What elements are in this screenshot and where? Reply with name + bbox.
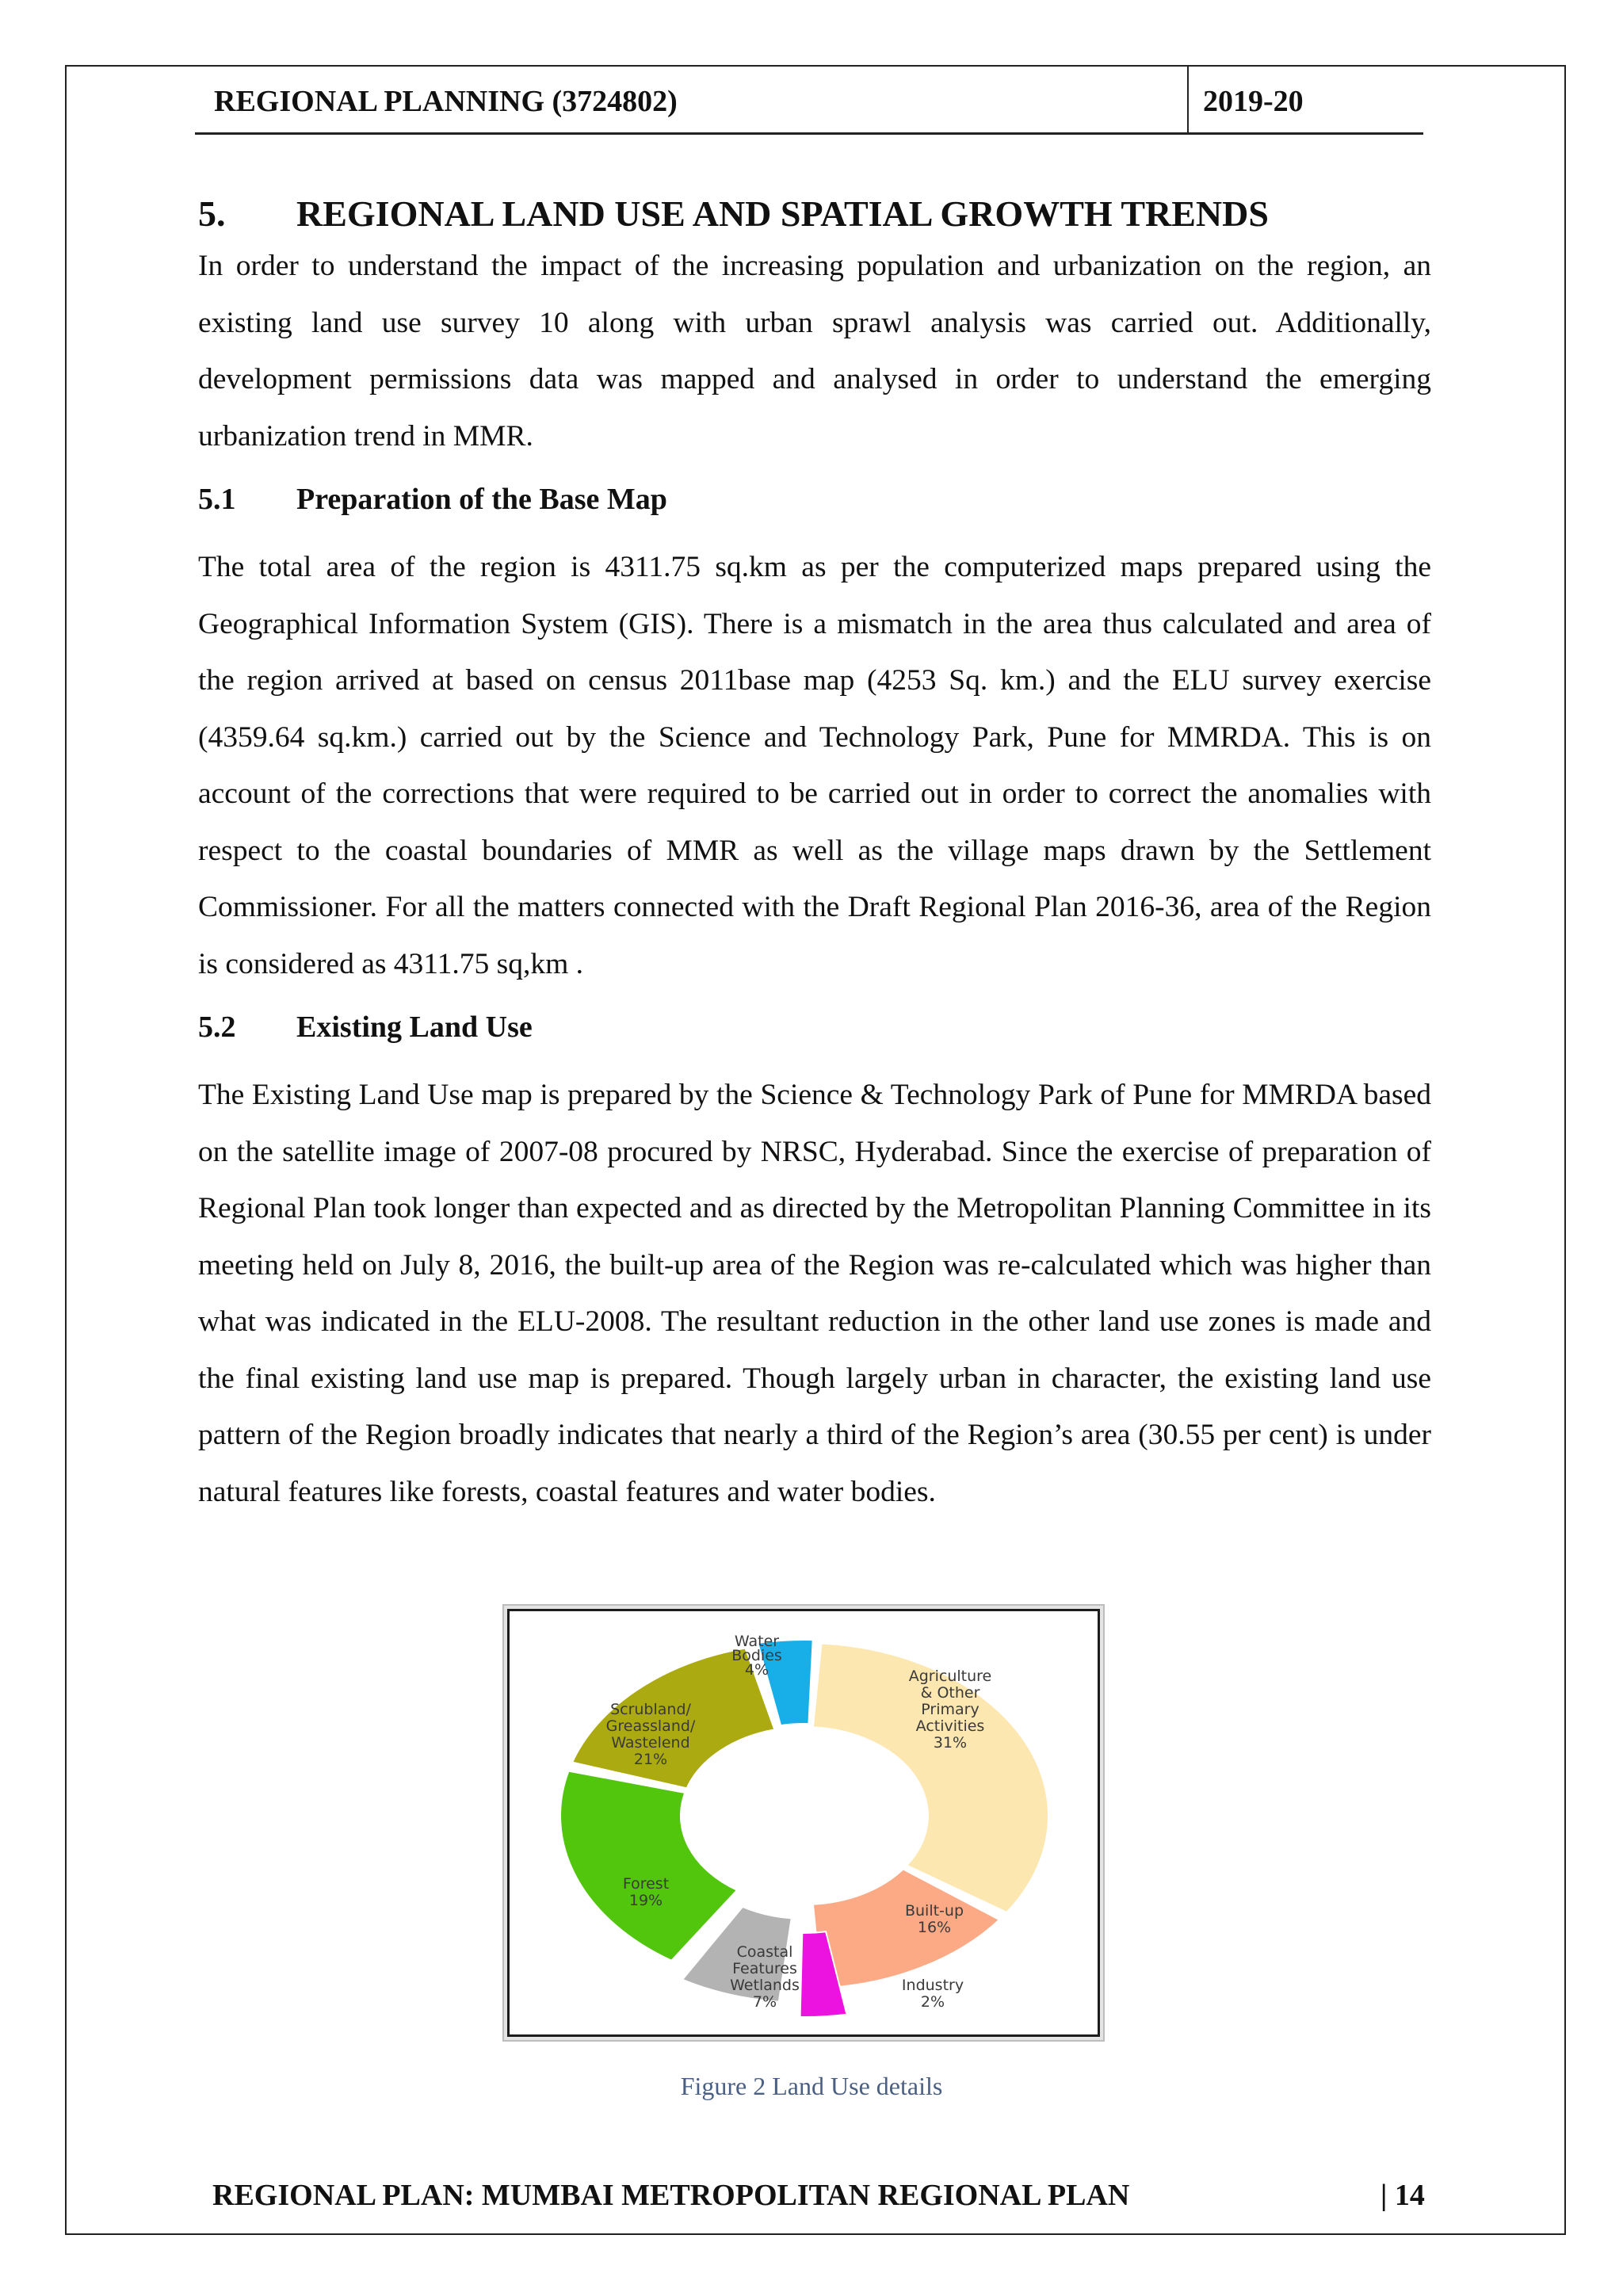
section-number: 5. bbox=[198, 193, 226, 234]
donut-label-5: Scrubland/ Greassland/ Wastelend 21% bbox=[605, 1701, 696, 1768]
donut-label-0: Agriculture & Other Primary Activities 31% bbox=[908, 1668, 992, 1752]
subsection-heading-2 bbox=[198, 1003, 1431, 1051]
header-year: 2019-20 bbox=[1203, 85, 1304, 118]
header-divider bbox=[1187, 65, 1189, 135]
subsection-title-2: Existing Land Use bbox=[296, 1010, 533, 1044]
subsection-title-1: Preparation of the Base Map bbox=[296, 483, 667, 516]
donut-label-3: Coastal Features Wetlands 7% bbox=[730, 1943, 800, 2011]
section-intro: In order to understand the impact of the increasing population and urbanization on the region, an existing land use survey 10 along with urban sprawl analysis was carried out. Additionally, development permissions data was mapped and analysed in order to understand the emerging urbanization trend in MMR. bbox=[198, 250, 1431, 453]
subsection-number-1: 5.1 bbox=[198, 483, 236, 516]
page-number: | 14 bbox=[1381, 2179, 1425, 2212]
section-title: REGIONAL LAND USE AND SPATIAL GROWTH TRENDS bbox=[296, 193, 1269, 234]
donut-label-4: Forest 19% bbox=[622, 1875, 670, 1909]
page-header bbox=[195, 65, 1423, 135]
header-title: REGIONAL PLANNING (3724802) bbox=[214, 85, 678, 118]
figure-caption: Figure 2 Land Use details bbox=[680, 2072, 943, 2100]
land-use-figure bbox=[507, 1609, 1100, 2037]
donut-slice-4 bbox=[560, 1771, 737, 1961]
subsection-number-2: 5.2 bbox=[198, 1010, 236, 1044]
footer-text: REGIONAL PLAN: MUMBAI METROPOLITAN REGIONAL PLAN bbox=[212, 2179, 1130, 2212]
donut-label-2: Industry 2% bbox=[901, 1977, 964, 2011]
main-content bbox=[198, 190, 1431, 1520]
subsection-heading-1 bbox=[198, 476, 1431, 523]
donut-label-1: Built-up 16% bbox=[904, 1902, 964, 1936]
subsection-text-2: The Existing Land Use map is prepared by the Science & Technology Park of Pune for MMRDA based on the satellite image of 2007-08 procured by NRSC, Hyderabad. Since the exercise of preparation of Regional Plan took longer than expected and as directed by the Metropolitan Planning Committee in its meeting held on July 8, 2016, the built-up area of the Region was re-calculated which was higher than what was indicated in the ELU-2008. The resultant reduction in the other land use zones is made and the final existing land use map is prepared. Though largely urban in character, the existing land use pattern of the Region broadly indicates that nearly a third of the Region’s area (30.55 per cent) is under natural features like forests, coastal features and water bodies. bbox=[198, 1079, 1431, 1508]
land-use-donut-chart bbox=[510, 1611, 1098, 2034]
donut-label-6: Water Bodies 4% bbox=[731, 1633, 782, 1679]
section-heading bbox=[198, 190, 1431, 238]
subsection-text-1: The total area of the region is 4311.75 sq.km as per the computerized maps prepared using the Geographical Information System (GIS). There is a mismatch in the area thus calculated and area of the region arrived at based on census 2011base map (4253 Sq. km.) and the ELU survey exercise (4359.64 sq.km.) carried out by the Science and Technology Park, Pune for MMRDA. This is on account of the corrections that were required to be carried out in order to correct the anomalies with respect to the coastal boundaries of MMR as well as the village maps drawn by the Settlement Commissioner. For all the matters connected with the Draft Regional Plan 2016-36, area of the Region is considered as 4311.75 sq,km . bbox=[198, 551, 1431, 980]
